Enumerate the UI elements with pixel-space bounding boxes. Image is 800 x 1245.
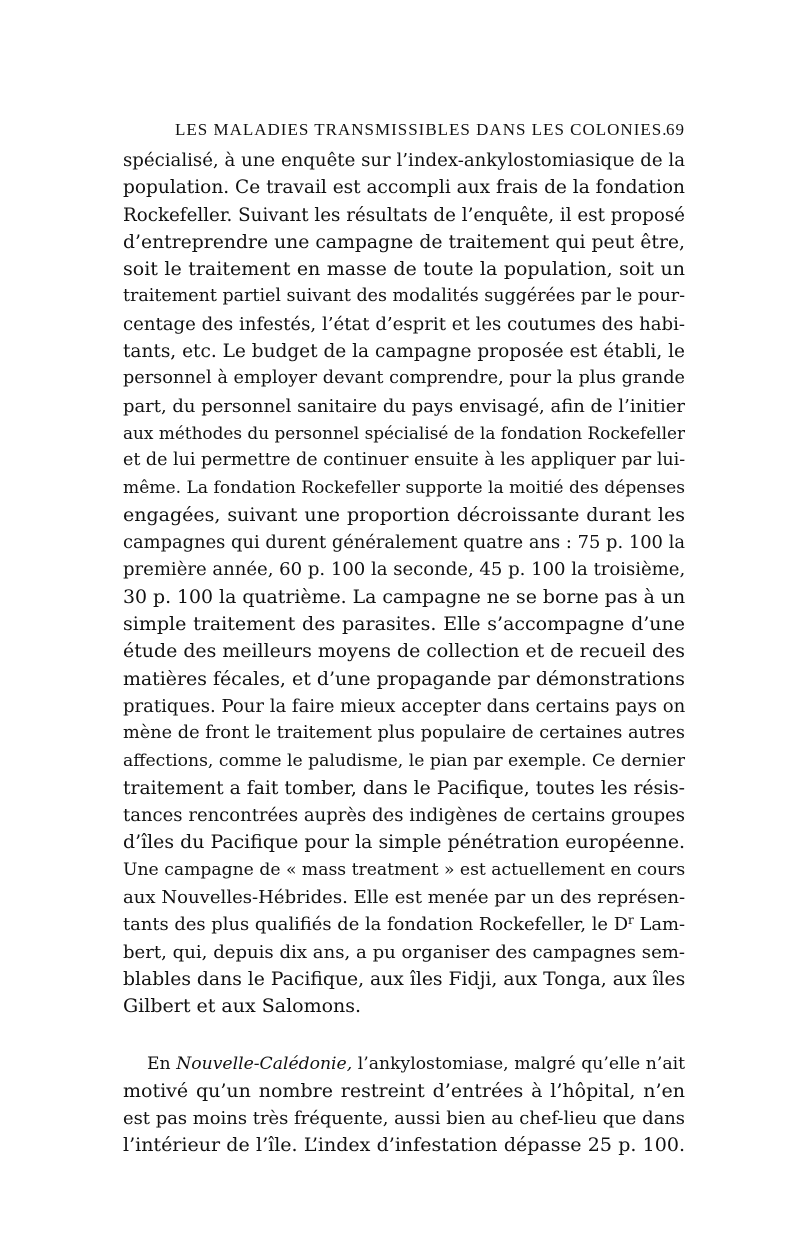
text-line: soit le traitement en masse de toute la population, soit un	[123, 258, 685, 281]
line-text: tants des plus qualifiés de la fondation Rockefeller, le D	[123, 914, 629, 936]
text-line: affections, comme le paludisme, le pian par exemple. Ce dernier	[123, 750, 685, 771]
text-line: même. La fondation Rockefeller supporte la moitié des dépenses	[123, 477, 685, 498]
text-line: Rockefeller. Suivant les résultats de l’enquête, il est proposé	[123, 204, 685, 226]
text-line: population. Ce travail est accompli aux frais de la fondation	[123, 177, 685, 199]
text-line: engagées, suivant une proportion décroissante durant les	[123, 503, 685, 526]
running-title: LES MALADIES TRANSMISSIBLES DANS LES COLONIES.	[175, 120, 668, 139]
text-line: traitement partiel suivant des modalités suggérées par le pour-	[123, 286, 685, 307]
text-line: blables dans le Pacifique, aux îles Fidji, aux Tonga, aux îles	[123, 968, 685, 990]
text-line: 30 p. 100 la quatrième. La campagne ne se borne pas à un	[123, 585, 685, 608]
text-line: tances rencontrées auprès des indigènes de certains groupes	[123, 805, 685, 827]
paragraph-2	[123, 1051, 685, 1160]
paragraph-gap	[123, 1021, 685, 1051]
running-head	[123, 120, 685, 142]
text-line: d’entreprendre une campagne de traitement qui peut être,	[123, 231, 685, 253]
text-line: Une campagne de « mass treatment » est actuellement en cours	[123, 859, 685, 880]
text-line: l’intérieur de l’île. L’index d’infestation dépasse 25 p. 100.	[123, 1134, 685, 1157]
text-line: et de lui permettre de continuer ensuite à les appliquer par lui-	[123, 450, 685, 471]
text-line: matières fécales, et d’une propagande par démonstrations	[123, 667, 685, 690]
superscript: r	[628, 913, 634, 928]
text-line: personnel à employer devant comprendre, pour la plus grande	[123, 368, 685, 389]
text-line: aux Nouvelles-Hébrides. Elle est menée par un des représen-	[123, 887, 685, 909]
text-line: étude des meilleurs moyens de collection et de recueil des	[123, 640, 685, 663]
line-text: l’ankylostomiase, malgré qu’elle n’ait	[352, 1053, 685, 1074]
line-text: Lam-	[633, 914, 685, 936]
text-line	[123, 1051, 685, 1078]
text-line: est pas moins très fréquente, aussi bien au chef-lieu que dans	[123, 1108, 685, 1130]
text-line: traitement a fait tomber, dans le Pacifique, toutes les résis-	[123, 777, 685, 799]
text-line: part, du personnel sanitaire du pays envisagé, afin de l’initier	[123, 395, 685, 417]
text-line: pratiques. Pour la faire mieux accepter dans certains pays on	[123, 695, 685, 717]
text-line: simple traitement des parasites. Elle s’accompagne d’une	[123, 613, 685, 636]
text-line: mène de front le traitement plus populaire de certaines autres	[123, 723, 685, 744]
text-line: motivé qu’un nombre restreint d’entrées à l’hôpital, n’en	[123, 1079, 685, 1102]
text-line: bert, qui, depuis dix ans, a pu organiser des campagnes sem-	[123, 941, 685, 963]
body-text	[123, 147, 685, 1160]
text-line: première année, 60 p. 100 la seconde, 45 p. 100 la troisième,	[123, 559, 685, 581]
paragraph-1	[123, 147, 685, 1021]
line-text: En	[147, 1053, 177, 1074]
text-line: Gilbert et aux Salomons.	[123, 995, 362, 1018]
text-line: centage des infestés, l’état d’esprit et les coutumes des habi-	[123, 313, 685, 335]
text-line: spécialisé, à une enquête sur l’index-ankylostomiasique de la	[123, 150, 685, 171]
text-line	[123, 911, 685, 938]
place-name: Nouvelle-Calédonie,	[176, 1053, 353, 1074]
text-line: d’îles du Pacifique pour la simple pénétration européenne.	[123, 831, 685, 854]
text-line: campagnes qui durent généralement quatre ans : 75 p. 100 la	[123, 532, 685, 554]
page-number: 69	[666, 120, 685, 139]
text-line: aux méthodes du personnel spécialisé de la fondation Rockefeller	[123, 422, 685, 443]
text-line: tants, etc. Le budget de la campagne proposée est établi, le	[123, 341, 685, 363]
